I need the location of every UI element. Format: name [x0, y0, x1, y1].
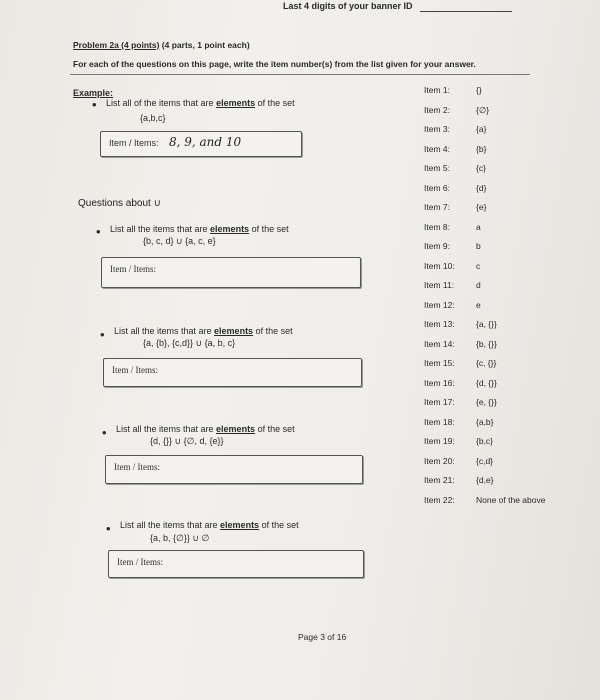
question-emph: elements — [214, 326, 254, 336]
question-prefix: List all the items that are — [114, 326, 215, 336]
question-4-set: {a, b, {∅}} ∪ ∅ — [150, 533, 210, 543]
question-suffix: of the set — [255, 424, 295, 434]
question-1-answer-box[interactable] — [101, 257, 361, 288]
item-number: Item 20: — [424, 455, 455, 466]
list-item — [424, 222, 481, 232]
list-item — [424, 339, 497, 349]
item-value: {b, {}} — [476, 338, 497, 349]
item-number: Item 13: — [424, 319, 455, 329]
example-set: {a,b,c} — [140, 113, 166, 123]
question-3-answer-box[interactable] — [105, 455, 363, 484]
list-item — [424, 261, 480, 271]
question-2-prompt — [114, 326, 293, 336]
list-item — [424, 280, 481, 290]
question-prefix: List all the items that are — [116, 424, 217, 434]
bullet-icon: • — [102, 425, 107, 440]
bullet-icon: • — [96, 224, 101, 239]
section-heading: Questions about ∪ — [78, 198, 161, 209]
question-suffix: of the set — [249, 224, 289, 234]
bullet-icon: • — [106, 521, 111, 536]
example-answer-box — [100, 131, 302, 157]
item-number: Item 4: — [424, 143, 450, 154]
example-title: Example: — [73, 88, 114, 98]
banner-id-blank[interactable] — [420, 11, 512, 12]
question-suffix: of the set — [253, 326, 293, 336]
question-3-set: {d, {}} ∪ {∅, d, {e}} — [150, 436, 224, 446]
item-value: {a} — [476, 124, 487, 134]
divider — [70, 74, 530, 75]
instructions: For each of the questions on this page, write the item number(s) from the list given for your answer. — [73, 59, 476, 69]
example-prompt-prefix: List all of the items that are — [106, 98, 217, 108]
question-1-prompt — [110, 224, 289, 234]
item-value: {e, {}} — [476, 397, 497, 407]
list-item — [424, 124, 486, 134]
question-4-answer-box[interactable] — [108, 550, 364, 578]
list-item — [424, 397, 497, 407]
item-number: Item 14: — [424, 338, 455, 349]
list-item — [424, 202, 486, 212]
item-number: Item 22: — [424, 494, 455, 505]
item-number: Item 7: — [424, 202, 450, 212]
item-number: Item 19: — [424, 436, 455, 446]
item-number: Item 1: — [424, 85, 450, 95]
item-number: Item 12: — [424, 299, 455, 310]
question-emph: elements — [220, 520, 260, 530]
item-number: Item 8: — [424, 221, 450, 232]
item-value: {d, {}} — [476, 377, 497, 388]
bullet-icon: • — [100, 327, 105, 342]
list-item — [424, 300, 481, 310]
list-item — [424, 495, 545, 505]
list-item — [424, 475, 494, 485]
item-value: {c,d} — [476, 455, 494, 466]
item-value: {b,c} — [476, 436, 494, 446]
list-item — [424, 436, 493, 446]
item-value: {a,b} — [476, 416, 494, 427]
question-4-box-label: Item / Items: — [117, 557, 163, 567]
item-value: {a, {}} — [476, 319, 497, 329]
question-2-box-label: Item / Items: — [112, 365, 158, 375]
item-number: Item 17: — [424, 397, 455, 407]
item-number: Item 16: — [424, 377, 455, 388]
list-item — [424, 241, 481, 251]
example-prompt-emph: elements — [216, 98, 256, 108]
item-number: Item 9: — [424, 241, 450, 251]
item-value: b — [476, 241, 481, 251]
item-number: Item 21: — [424, 475, 455, 485]
problem-title — [73, 40, 250, 50]
item-number: Item 3: — [424, 124, 450, 134]
question-prefix: List all the items that are — [110, 224, 211, 234]
item-value: {d,e} — [476, 475, 494, 485]
question-3-prompt — [116, 424, 295, 434]
item-number: Item 5: — [424, 163, 450, 173]
question-2-answer-box[interactable] — [103, 358, 362, 387]
question-suffix: of the set — [259, 520, 299, 530]
question-3-box-label: Item / Items: — [114, 462, 160, 472]
item-value: None of the above — [476, 494, 546, 505]
list-item — [424, 85, 482, 95]
item-value: e — [476, 299, 481, 310]
item-value: a — [476, 221, 481, 232]
list-item — [424, 456, 493, 466]
item-number: Item 6: — [424, 182, 450, 193]
list-item — [424, 417, 494, 427]
item-value: {d} — [476, 182, 487, 193]
list-item — [424, 378, 497, 388]
example-prompt — [106, 98, 295, 108]
item-value: {∅} — [476, 104, 490, 115]
item-value: {c} — [476, 163, 486, 173]
list-item — [424, 163, 486, 173]
item-value: {b} — [476, 143, 487, 154]
item-value: {} — [476, 85, 482, 95]
problem-label: Problem 2a (4 points) — [73, 40, 160, 50]
list-item — [424, 358, 496, 368]
question-4-prompt — [120, 520, 299, 530]
question-prefix: List all the items that are — [120, 520, 221, 530]
item-number: Item 2: — [424, 104, 450, 115]
item-number: Item 11: — [424, 280, 455, 290]
list-item — [424, 319, 497, 329]
item-value: {c, {}} — [476, 358, 497, 368]
question-emph: elements — [216, 424, 256, 434]
bullet-icon: • — [92, 97, 97, 112]
question-emph: elements — [210, 224, 250, 234]
page-number: Page 3 of 16 — [298, 632, 347, 642]
item-number: Item 18: — [424, 416, 455, 427]
item-value: d — [476, 280, 481, 290]
list-item — [424, 105, 489, 116]
banner-id-label: Last 4 digits of your banner ID — [283, 1, 413, 11]
item-number: Item 15: — [424, 358, 455, 368]
item-value: c — [476, 260, 481, 271]
item-value: {e} — [476, 202, 487, 212]
example-answer: 8, 9, and 10 — [169, 135, 242, 149]
question-2-set: {a, {b}, {c,d}} ∪ {a, b, c} — [143, 338, 236, 348]
item-number: Item 10: — [424, 260, 455, 271]
list-item — [424, 144, 486, 154]
question-1-set: {b, c, d} ∪ {a, c, e} — [143, 236, 216, 246]
question-1-box-label: Item / Items: — [110, 264, 156, 274]
example-box-label: Item / Items: — [109, 138, 159, 148]
list-item — [424, 183, 486, 193]
problem-parts: (4 parts, 1 point each) — [159, 40, 250, 50]
example-prompt-suffix: of the set — [255, 98, 295, 108]
